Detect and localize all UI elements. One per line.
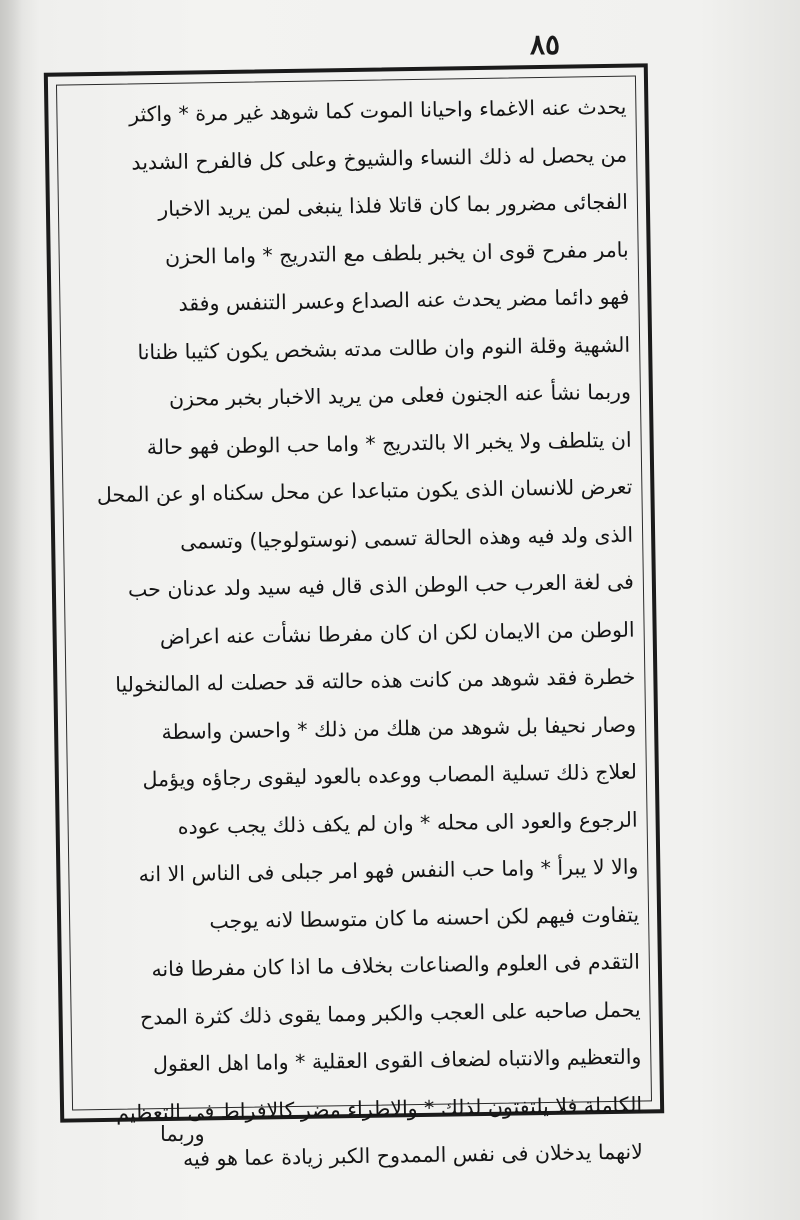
text-line: الرجوع والعود الى محله * وان لم يكف ذلك يجب عوده [177,807,638,839]
text-line: بامر مفرح قوى ان يخبر بلطف مع التدريج * واما الحزن [164,237,629,269]
catchword: وربما [160,1122,205,1146]
text-line: وربما نشأ عنه الجنون فعلى من يريد الاخبار بخبر محزن [168,379,632,411]
text-line: الفجائى مضرور بما كان قاتلا فلذا ينبغى لمن يريد الاخبار [158,189,629,222]
text-line: تعرض للانسان الذى يكون متباعدا عن محل سكناه او عن المحل [96,474,633,508]
text-line: وصار نحيفا بل شوهد من هلك من ذلك * واحسن واسطة [161,712,637,744]
text-line: يتفاوت فيهم لكن احسنه ما كان متوسطا لانه يوجب [209,902,640,933]
text-line: لعلاج ذلك تسلية المصاب ووعده بالعود ليقوى رجاؤه ويؤمل [142,759,638,792]
text-line: التقدم فى العلوم والصناعات بخلاف ما اذا كان مفرطا فانه [151,949,641,982]
text-line: الذى ولد فيه وهذه الحالة تسمى (نوستولوجيا) وتسمى [179,522,634,554]
text-frame [44,63,664,1171]
binding-shadow [0,0,22,1220]
text-line: فى لغة العرب حب الوطن الذى قال فيه سيد ولد عدنان حب [127,569,635,602]
text-line: والتعظيم والانتباه لضعاف القوى العقلية * واما اهل العقول [152,1044,642,1077]
text-line: لانهما يدخلان فى نفس الممدوح الكبر زيادة عما هو فيه [182,1139,643,1171]
page-number: ٨٥ [529,28,561,61]
text-line: يحدث عنه الاغماء واحيانا الموت كما شوهد غير مرة * واكثر [128,94,627,127]
text-line: ان يتلطف ولا يخبر الا بالتدريج * واما حب الوطن فهو حالة [146,427,632,459]
text-line: من يحصل له ذلك النساء والشيوخ وعلى كل فالفرح الشديد [131,142,628,174]
text-line: الكاملة فلا يلتفتون لذلك * والاطراء مضر كالافراط فى التعظيم [116,1092,643,1125]
text-body [66,84,643,1185]
text-line: الوطن من الايمان لكن ان كان مفرطا نشأت عنه اعراض [159,617,635,649]
text-line: الشهية وقلة النوم وان طالت مدته بشخص يكون كثيبا ظنانا [137,332,631,364]
text-line: والا لا يبرأ * واما حب النفس فهو امر جبلى فى الناس الا انه [138,854,639,887]
text-line: يحمل صاحبه على العجب والكبر ومما يقوى ذلك كثرة المدح [139,997,641,1029]
text-line: فهو دائما مضر يحدث عنه الصداع وعسر التنفس وفقد [178,284,630,316]
text-line: خطرة فقد شوهد من كانت هذه حالته قد حصلت له المالنخوليا [115,664,636,697]
